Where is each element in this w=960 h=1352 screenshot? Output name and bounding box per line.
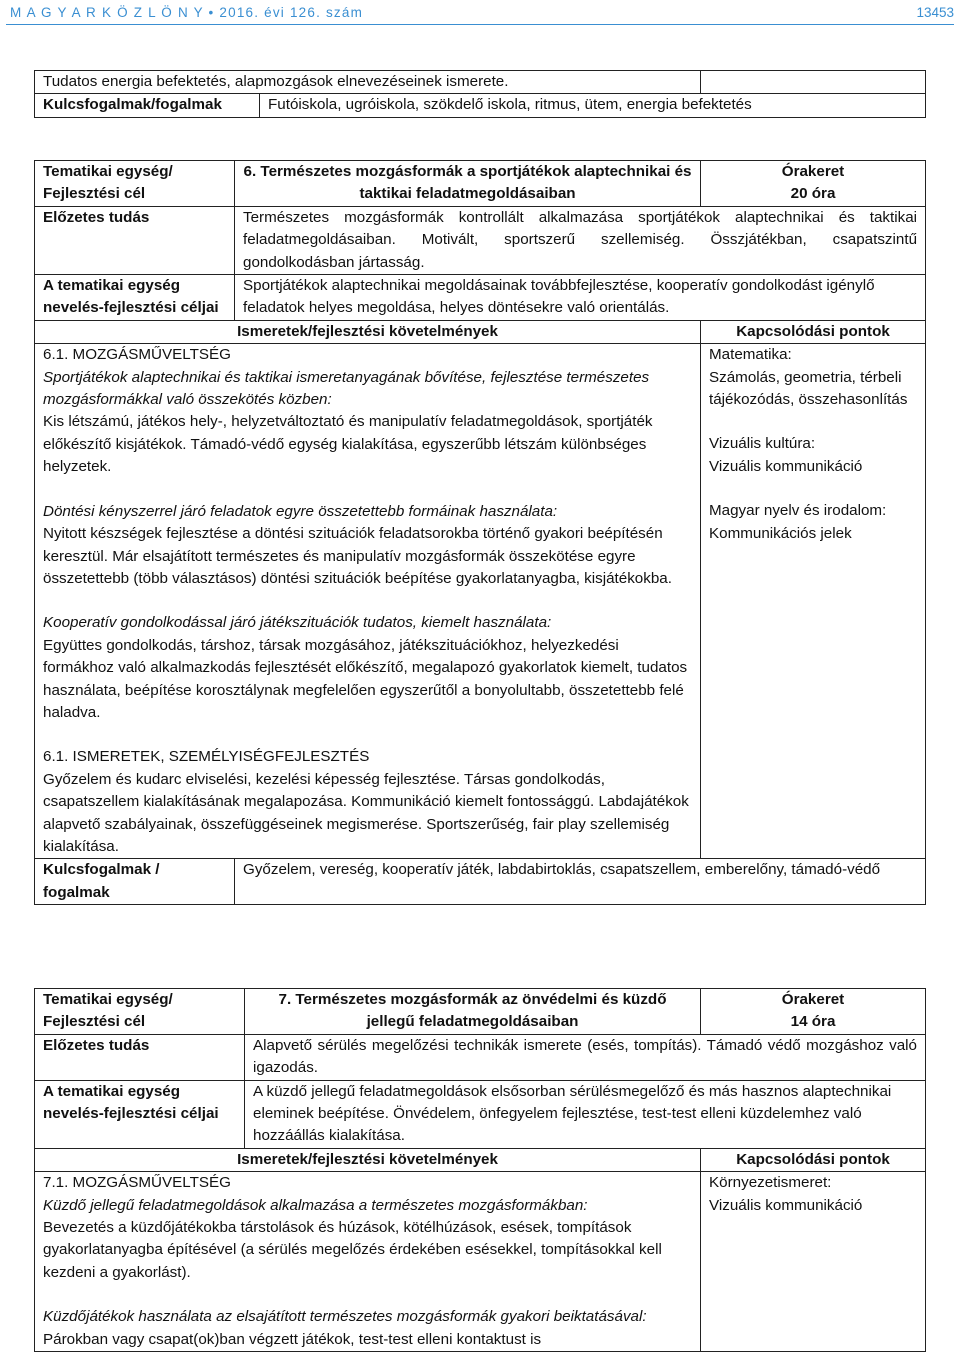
key-concepts-value: Győzelem, vereség, kooperatív játék, labdabirtoklás, csapatszellem, emberelőny, támadó-védő <box>235 859 926 905</box>
prior-knowledge-label: Előzetes tudás <box>35 206 235 274</box>
key-concepts-value: Futóiskola, ugróiskola, szökdelő iskola, ritmus, ütem, energia befektetés <box>260 94 926 117</box>
journal-title: M A G Y A R K Ö Z L Ö N Y • 2016. évi 126. szám <box>10 5 364 20</box>
hours-cell <box>701 989 926 1035</box>
section-italic: Kooperatív gondolkodással járó játékszituációk tudatos, kiemelt használata: <box>43 614 552 632</box>
link-item: Vizuális kommunikáció <box>709 457 863 475</box>
section-text: Győzelem és kudarc elviselési, kezelési képesség fejlesztése. Társas gondolkodás, csapatszellem kialakításának megalapozása. Kommunikáció kiemelt fontossággú. Labdajátékok alapvető szabályainak, összefüggéseinek megismerése. Sportszerűség, fair play szellemiség kialakítása. <box>43 770 689 855</box>
page-header <box>0 0 960 22</box>
links-header: Kapcsolódási pontok <box>701 320 926 343</box>
requirements-cell <box>35 1172 701 1352</box>
link-subject: Környezetismeret: <box>709 1174 832 1192</box>
links-header: Kapcsolódási pontok <box>701 1148 926 1171</box>
hours-value: 20 óra <box>790 185 836 203</box>
link-subject: Magyar nyelv és irodalom: <box>709 502 887 520</box>
unit-6-table <box>34 160 926 905</box>
prior-knowledge-text: Alapvető sérülés megelőzési technikák ismerete (esés, tompítás). Támadó védő mozgáshoz való igazodás. <box>245 1034 926 1080</box>
header-rule <box>6 24 954 25</box>
hours-label: Órakeret <box>781 991 845 1008</box>
unit-title: 7. Természetes mozgásformák az önvédelmi és küzdő jellegű feladatmegoldásaiban <box>245 989 701 1035</box>
section-text: Párokban vagy csapat(ok)ban végzett játékok, test-test elleni kontaktust is <box>43 1330 542 1348</box>
section-text: Kis létszámú, játékos hely-, helyzetváltoztató és manipulatív feladatmegoldások, sportjáték előkészítő kisjátékok. Támadó-védő egység kialakítása, egyszerűbb létszám különbséges helyzetek. <box>43 413 653 476</box>
hours-cell <box>701 161 926 207</box>
links-cell <box>701 344 926 859</box>
requirements-cell <box>35 344 701 859</box>
previous-unit-table <box>34 70 926 118</box>
page-number: 13453 <box>916 5 954 20</box>
goals-text: Sportjátékok alaptechnikai megoldásainak továbbfejlesztése, kooperatív gondolkodást igénylő feladatok helyes megoldása, helyes döntésekre való orientálás. <box>235 275 926 321</box>
goals-text: A küzdő jellegű feladatmegoldások elsősorban sérülésmegelőző és más hasznos alaptechnikai eleminek beépítése. Önvédelem, önfegyelem fejlesztése, test-test elleni küzdelemhez való hozzáállás kialakítása. <box>245 1080 926 1148</box>
section-italic: Döntési kényszerrel járó feladatok egyre összetettebb formáinak használata: <box>43 502 558 520</box>
links-cell <box>701 1172 926 1352</box>
section-text: Együttes gondolkodás, társhoz, társak mozgásához, játékszituációkhoz, helyezkedési formákhoz való alkalmazkodás fejlesztését előkészítő, megalapozó gyakorlatok kiemelt, tudatos használata, beépítése korosztálynak megfelelően egyszerűtől a bonyolultabb, összetettebb felé haladva. <box>43 636 688 721</box>
link-item: Számolás, geometria, térbeli tájékozódás, összehasonlítás <box>709 368 908 409</box>
hours-label: Órakeret <box>781 163 845 180</box>
unit-title: 6. Természetes mozgásformák a sportjátékok alaptechnikai és taktikai feladatmegoldásaiban <box>235 161 701 207</box>
link-subject: Matematika: <box>709 346 792 364</box>
section-text: Nyitott készségek fejlesztése a döntési szituációk feladatsorokba történő gyakori beépítésén keresztül. Már elsajátított természetes és manipulatív mozgásformák összekötése egyre összetettebb (több választásos) döntési szituációk beépítése gyakorlatanyagba, kisjátékokba. <box>43 525 672 587</box>
requirements-header: Ismeretek/fejlesztési követelmények <box>35 320 701 343</box>
link-item: Kommunikációs jelek <box>709 524 852 542</box>
goals-label: A tematikai egység nevelés-fejlesztési céljai <box>35 1080 245 1148</box>
section-italic: Küzdőjátékok használata az elsajátított természetes mozgásformák gyakori beiktatásával: <box>43 1308 647 1326</box>
unit-label: Tematikai egység/ Fejlesztési cél <box>35 989 245 1035</box>
key-concepts-label: Kulcsfogalmak/fogalmak <box>35 94 260 117</box>
requirements-header: Ismeretek/fejlesztési követelmények <box>35 1148 701 1171</box>
section-italic: Küzdő jellegű feladatmegoldások alkalmazása a természetes mozgásformákban: <box>43 1196 588 1214</box>
unit-7-table <box>34 988 926 1352</box>
key-concepts-label: Kulcsfogalmak / fogalmak <box>35 859 235 905</box>
prior-knowledge-label: Előzetes tudás <box>35 1034 245 1080</box>
intro-cell: Tudatos energia befektetés, alapmozgások elnevezéseinek ismerete. <box>35 71 701 94</box>
section-title: 6.1. MOZGÁSMŰVELTSÉG <box>43 346 231 364</box>
link-subject: Vizuális kultúra: <box>709 435 816 453</box>
section-title: 7.1. MOZGÁSMŰVELTSÉG <box>43 1174 231 1192</box>
prior-knowledge-text: Természetes mozgásformák kontrollált alkalmazása sportjátékok alaptechnikai és taktikai feladatmegoldásaiban. Motivált, sportszerű szellemiség. Összjátékban, csapatszintű gondolkodásban jártasság. <box>235 206 926 274</box>
section-italic: Sportjátékok alaptechnikai és taktikai ismeretanyagának bővítése, fejlesztése természetes mozgásformákkal való összekötés közben: <box>43 368 650 409</box>
empty-cell <box>701 71 926 94</box>
section-title: 6.1. ISMERETEK, SZEMÉLYISÉGFEJLESZTÉS <box>43 748 370 766</box>
hours-value: 14 óra <box>790 1013 836 1031</box>
link-item: Vizuális kommunikáció <box>709 1196 863 1214</box>
unit-label: Tematikai egység/ Fejlesztési cél <box>35 161 235 207</box>
goals-label: A tematikai egység nevelés-fejlesztési céljai <box>35 275 235 321</box>
section-text: Bevezetés a küzdőjátékokba társtolások és húzások, kötélhúzások, esések, tompítások gyakorlatanyagba építésével (a sérülés megelőzés érdekében esésekkel, tompításokkal kell kezdeni a gyakorlást). <box>43 1219 662 1281</box>
